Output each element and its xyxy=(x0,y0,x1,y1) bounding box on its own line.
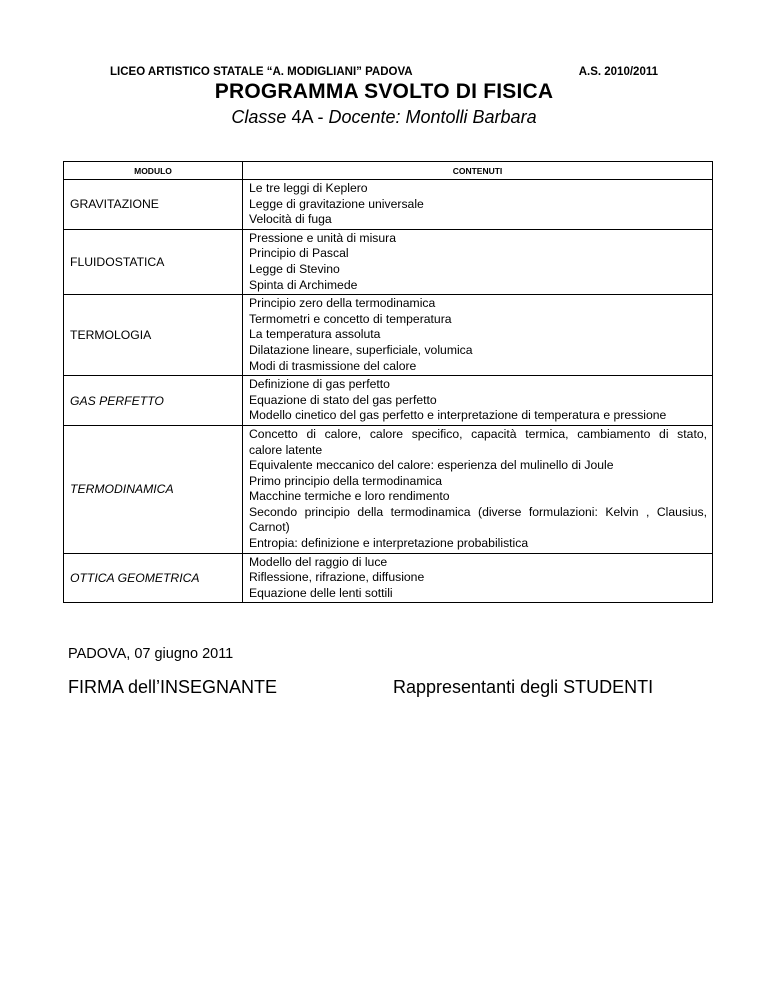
column-header-contents: CONTENUTI xyxy=(243,162,713,180)
table-row xyxy=(64,376,713,426)
table-row xyxy=(64,553,713,603)
module-cell: FLUIDOSTATICA xyxy=(64,229,243,294)
content-line: Legge di gravitazione universale xyxy=(249,196,424,211)
content-line: Macchine termiche e loro rendimento xyxy=(249,489,450,504)
content-line: Spinta di Archimede xyxy=(249,277,358,292)
module-cell: GRAVITAZIONE xyxy=(64,180,243,230)
content-line: Modello del raggio di luce xyxy=(249,554,388,569)
contents-cell xyxy=(243,295,713,376)
content-line: Termometri e concetto di temperatura xyxy=(249,311,452,326)
content-line: Primo principio della termodinamica xyxy=(249,473,443,488)
content-line: Pressione e unità di misura xyxy=(249,230,396,245)
content-line: Entropia: definizione e interpretazione probabilistica xyxy=(249,536,529,551)
table-row xyxy=(64,180,713,230)
class-number: 4A - xyxy=(291,107,324,127)
contents-cell xyxy=(243,180,713,230)
content-line: Equivalente meccanico del calore: esperienza del mulinello di Joule xyxy=(249,458,614,473)
school-year: A.S. 2010/2011 xyxy=(578,66,658,78)
content-line: Equazione delle lenti sottili xyxy=(249,585,393,600)
table-row xyxy=(64,295,713,376)
students-signature-label: Rappresentanti degli STUDENTI xyxy=(393,677,654,697)
content-line: Principio zero della termodinamica xyxy=(249,296,436,311)
module-cell: TERMOLOGIA xyxy=(64,295,243,376)
content-line: Legge di Stevino xyxy=(249,261,340,276)
school-name: LICEO ARTISTICO STATALE “A. MODIGLIANI” PADOVA xyxy=(110,66,413,78)
teacher-signature-label: FIRMA dell’INSEGNANTE xyxy=(68,677,278,697)
content-line: Carnot) xyxy=(249,520,290,535)
program-table xyxy=(63,161,713,603)
content-line: La temperatura assoluta xyxy=(249,327,381,342)
teacher-name: Docente: Montolli Barbara xyxy=(323,107,537,127)
content-line: Definizione di gas perfetto xyxy=(249,377,390,392)
content-line: Modello cinetico del gas perfetto e interpretazione di temperatura e pressione xyxy=(249,408,667,423)
content-line: calore latente xyxy=(249,442,323,457)
place-and-date: PADOVA, 07 giugno 2011 xyxy=(68,646,234,662)
table-row xyxy=(64,425,713,553)
column-header-module: MODULO xyxy=(64,162,243,180)
content-line: Velocità di fuga xyxy=(249,212,332,227)
content-line: Le tre leggi di Keplero xyxy=(249,181,368,195)
content-line: Equazione di stato del gas perfetto xyxy=(249,392,437,407)
module-cell: OTTICA GEOMETRICA xyxy=(64,553,243,603)
document-subtitle xyxy=(0,107,768,128)
module-cell: GAS PERFETTO xyxy=(64,376,243,426)
contents-cell xyxy=(243,553,713,603)
content-line: Modi di trasmissione del calore xyxy=(249,358,417,373)
content-line: Concetto di calore, calore specifico, capacità termica, cambiamento di stato, xyxy=(249,426,707,441)
content-line: Secondo principio della termodinamica (diverse formulazioni: Kelvin , Clausius, xyxy=(249,504,707,519)
content-line: Principio di Pascal xyxy=(249,246,349,261)
table-row xyxy=(64,229,713,294)
contents-cell xyxy=(243,229,713,294)
content-line: Riflessione, rifrazione, diffusione xyxy=(249,570,425,585)
contents-cell xyxy=(243,425,713,553)
contents-cell xyxy=(243,376,713,426)
class-label: Classe xyxy=(231,107,292,127)
table-header-row xyxy=(64,162,713,180)
document-title: PROGRAMMA SVOLTO DI FISICA xyxy=(214,80,554,103)
module-cell: TERMODINAMICA xyxy=(64,425,243,553)
content-line: Dilatazione lineare, superficiale, volumica xyxy=(249,342,473,357)
